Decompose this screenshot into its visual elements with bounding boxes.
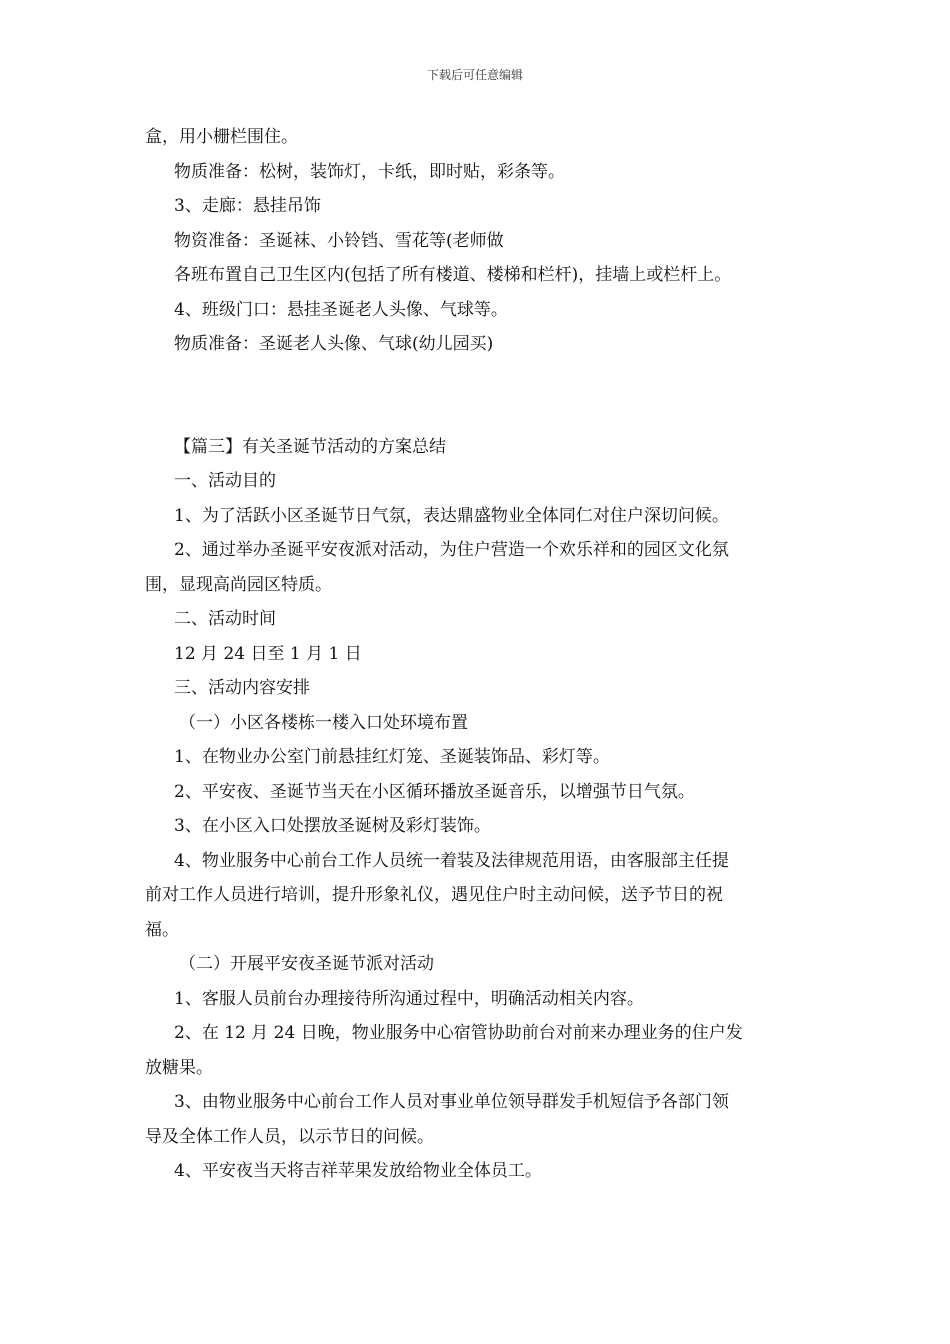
paragraph-line: 4、平安夜当天将吉祥苹果发放给物业全体员工。 xyxy=(174,1161,542,1181)
section-gap xyxy=(145,362,815,430)
paragraph-line: 1、在物业办公室门前悬挂红灯笼、圣诞装饰品、彩灯等。 xyxy=(174,747,610,767)
paragraph-line: 1、为了活跃小区圣诞节日气氛，表达鼎盛物业全体同仁对住户深切问候。 xyxy=(174,505,729,526)
document-body xyxy=(145,120,815,1189)
paragraph-line: 3、走廊：悬挂吊饰 xyxy=(174,196,321,216)
paragraph-line: 2、在 12 月 24 日晚，物业服务中心宿管协助前台对前来办理业务的住户发 xyxy=(174,1023,743,1043)
paragraph-line: 1、客服人员前台办理接待所沟通过程中，明确活动相关内容。 xyxy=(174,988,644,1009)
paragraph-line: 4、班级门口：悬挂圣诞老人头像、气球等。 xyxy=(174,299,508,320)
paragraph-line: 导及全体工作人员，以示节日的问候。 xyxy=(145,1126,434,1147)
paragraph-line: 福。 xyxy=(145,919,179,940)
paragraph-line: 3、在小区入口处摆放圣诞树及彩灯装饰。 xyxy=(174,816,491,836)
paragraph-line: 放糖果。 xyxy=(145,1057,213,1078)
paragraph-line: 盒，用小栅栏围住。 xyxy=(145,127,298,147)
heading-line: 一、活动目的 xyxy=(174,471,276,491)
paragraph-line: 3、由物业服务中心前台工作人员对事业单位领导群发手机短信予各部门领 xyxy=(174,1092,729,1112)
paragraph-line: 物质准备：松树，装饰灯，卡纸，即时贴，彩条等。 xyxy=(174,161,565,182)
paragraph-line: 围，显现高尚园区特质。 xyxy=(145,574,332,595)
section-title: 【篇三】有关圣诞节活动的方案总结 xyxy=(174,436,446,457)
paragraph-line: 2、平安夜、圣诞节当天在小区循环播放圣诞音乐，以增强节日气氛。 xyxy=(174,781,695,802)
paragraph-line: 2、通过举办圣诞平安夜派对活动，为住户营造一个欢乐祥和的园区文化氛 xyxy=(174,540,729,560)
paragraph-line: 各班布置自己卫生区内(包括了所有楼道、楼梯和栏杆)，挂墙上或栏杆上。 xyxy=(174,265,732,285)
heading-line: 二、活动时间 xyxy=(174,609,276,629)
paragraph-line: 前对工作人员进行培训，提升形象礼仪，遇见住户时主动问候，送予节日的祝 xyxy=(145,885,723,905)
paragraph-line: 4、物业服务中心前台工作人员统一着装及法律规范用语，由客服部主任提 xyxy=(174,850,729,871)
page-header-note: 下载后可任意编辑 xyxy=(426,68,523,82)
heading-line: 三、活动内容安排 xyxy=(174,678,310,698)
paragraph-line: 物资准备：圣诞袜、小铃铛、雪花等(老师做 xyxy=(174,230,504,251)
subheading-line: （二）开展平安夜圣诞节派对活动 xyxy=(179,954,434,974)
paragraph-line: 12 月 24 日至 1 月 1 日 xyxy=(174,643,362,664)
subheading-line: （一）小区各楼栋一楼入口处环境布置 xyxy=(179,712,468,733)
paragraph-line: 物质准备：圣诞老人头像、气球(幼儿园买) xyxy=(174,334,494,354)
